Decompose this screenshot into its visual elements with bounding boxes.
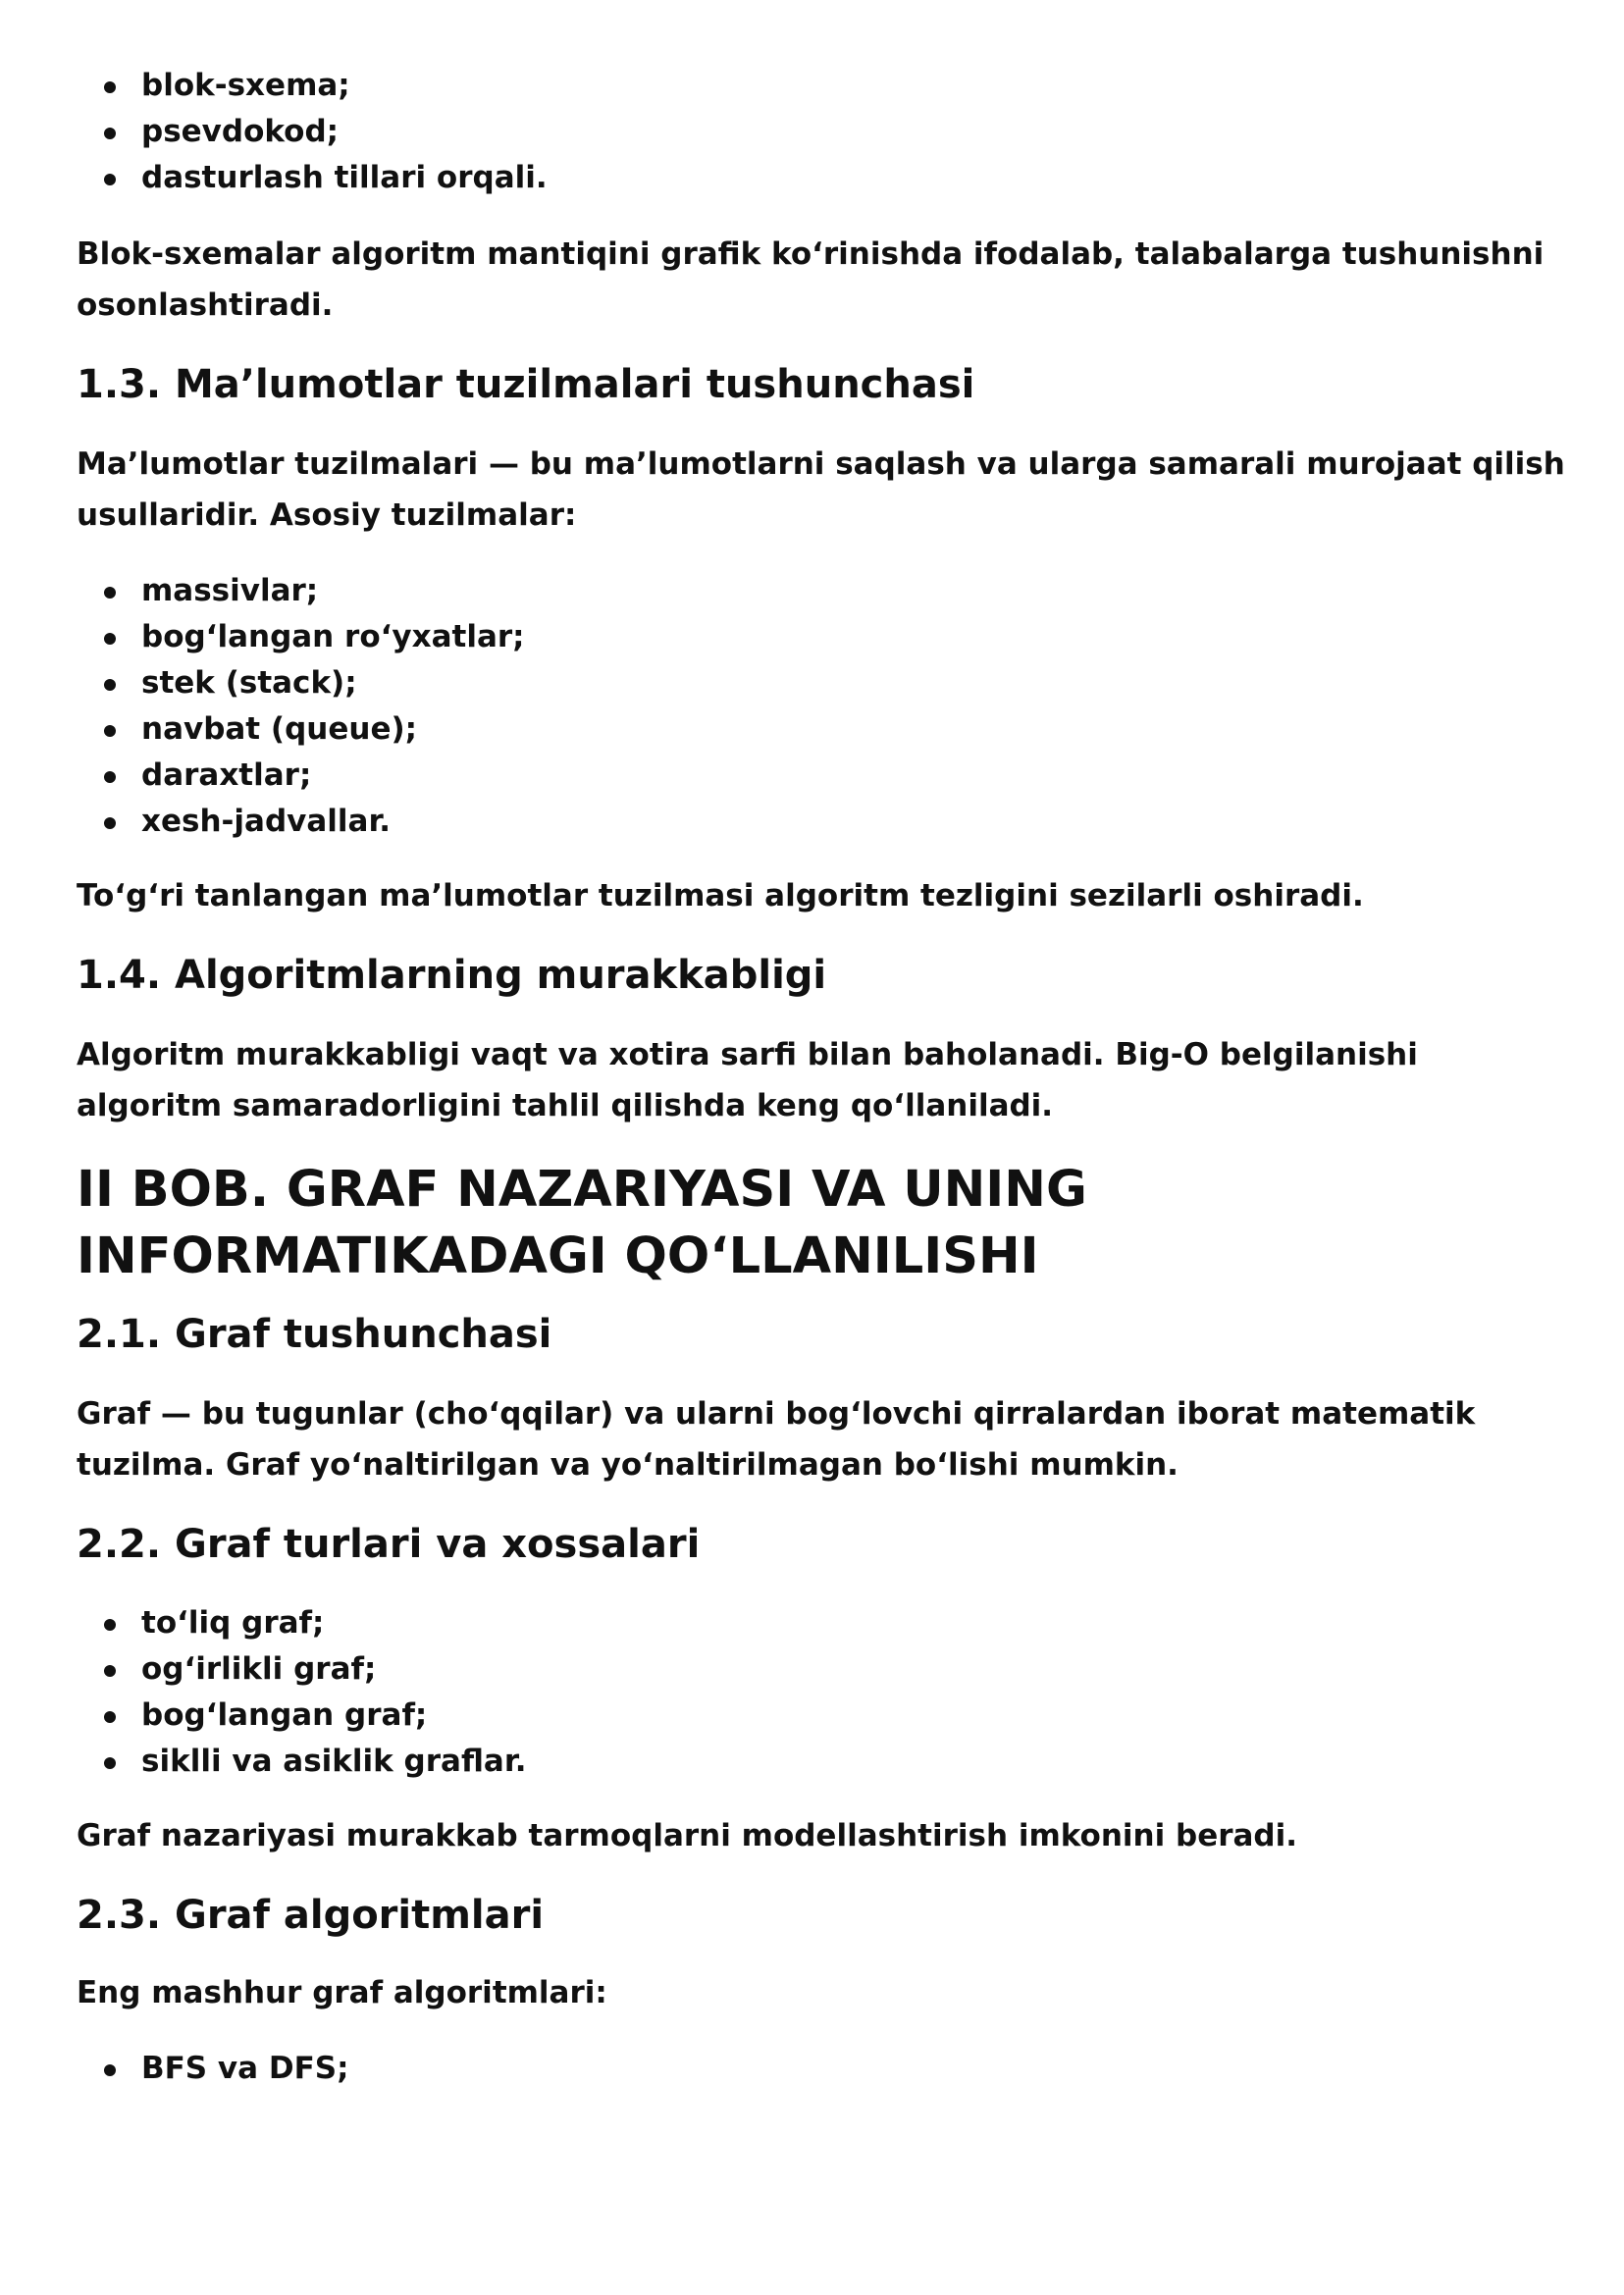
bullet-icon — [104, 174, 116, 185]
bullet-icon — [104, 725, 116, 737]
section-heading-1-3: 1.3. Ma’lumotlar tuzilmalari tushunchasi — [77, 362, 975, 407]
list-item: og‘irlikli graf; — [104, 1646, 1568, 1693]
bullet-icon — [104, 1711, 116, 1723]
graph-types-list — [77, 1600, 1568, 1785]
bullet-icon — [104, 1619, 116, 1631]
bullet-icon — [104, 81, 116, 93]
section-heading-2-1: 2.1. Graf tushunchasi — [77, 1312, 552, 1357]
list-item: BFS va DFS; — [104, 2046, 1568, 2092]
bullet-icon — [104, 1757, 116, 1769]
paragraph: Graf — bu tugunlar (cho‘qqilar) va ularni bog‘lovchi qirralardan iborat matematik tuzilma. Graf yo‘naltirilgan va yo‘naltirilmagan bo‘lishi mumkin. — [77, 1396, 1476, 1483]
list-item: dasturlash tillari orqali. — [104, 155, 1568, 201]
list-item: stek (stack); — [104, 660, 1568, 706]
list-item: blok-sxema; — [104, 63, 1568, 109]
bullet-icon — [104, 679, 116, 691]
bullet-icon — [104, 633, 116, 645]
paragraph: Graf nazariyasi murakkab tarmoqlarni modellashtirish imkonini beradi. — [77, 1818, 1298, 1853]
list-item: navbat (queue); — [104, 706, 1568, 753]
paragraph: To‘g‘ri tanlangan ma’lumotlar tuzilmasi algoritm tezligini sezilarli oshiradi. — [77, 878, 1364, 913]
representation-methods-list — [77, 63, 1568, 201]
bullet-icon — [104, 128, 116, 139]
list-item: siklli va asiklik graflar. — [104, 1739, 1568, 1785]
bullet-icon — [104, 817, 116, 829]
list-item: xesh-jadvallar. — [104, 799, 1568, 845]
paragraph: Blok-sxemalar algoritm mantiqini grafik ko‘rinishda ifodalab, talabalarga tushunishni osonlashtiradi. — [77, 236, 1545, 323]
bullet-icon — [104, 2064, 116, 2076]
list-item: massivlar; — [104, 568, 1568, 614]
bullet-icon — [104, 587, 116, 599]
paragraph: Eng mashhur graf algoritmlari: — [77, 1975, 607, 2010]
list-item: bog‘langan graf; — [104, 1693, 1568, 1739]
list-item: to‘liq graf; — [104, 1600, 1568, 1646]
paragraph: Ma’lumotlar tuzilmalari — bu ma’lumotlarni saqlash va ularga samarali murojaat qilish usullaridir. Asosiy tuzilmalar: — [77, 446, 1565, 533]
list-item: bog‘langan ro‘yxatlar; — [104, 614, 1568, 660]
section-heading-2-2: 2.2. Graf turlari va xossalari — [77, 1522, 701, 1567]
section-heading-1-4: 1.4. Algoritmlarning murakkabligi — [77, 953, 827, 998]
list-item: psevdokod; — [104, 109, 1568, 155]
chapter-title: II BOB. GRAF NAZARIYASI VA UNING INFORMATIKADAGI QO‘LLANILISHI — [77, 1161, 1087, 1285]
list-item: daraxtlar; — [104, 753, 1568, 799]
data-structures-list — [77, 568, 1568, 845]
section-heading-2-3: 2.3. Graf algoritmlari — [77, 1893, 545, 1938]
paragraph: Algoritm murakkabligi vaqt va xotira sarfi bilan baholanadi. Big-O belgilanishi algoritm samaradorligini tahlil qilishda keng qo‘llaniladi. — [77, 1037, 1418, 1123]
graph-algorithms-list — [77, 2046, 1568, 2092]
document-page — [77, 67, 1568, 2092]
bullet-icon — [104, 1665, 116, 1677]
bullet-icon — [104, 771, 116, 783]
